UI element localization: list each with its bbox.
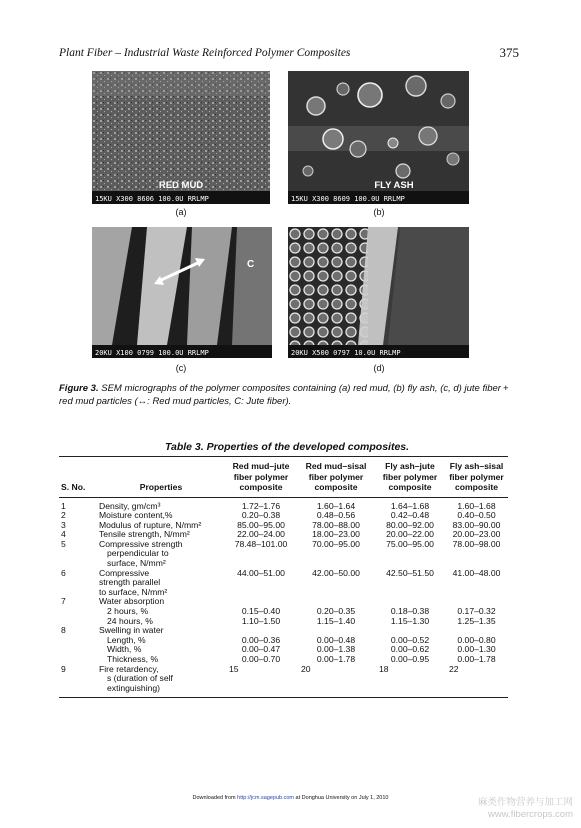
cell-value: 0.42–0.48 bbox=[390, 510, 430, 521]
cell-value: 80.00–92.00 bbox=[386, 519, 434, 530]
cell-value: 41.00–48.00 bbox=[452, 567, 501, 578]
cell-value: 70.00–95.00 bbox=[312, 538, 360, 549]
figure-label: Figure 3. bbox=[59, 383, 99, 394]
cell-property: extinguishing) bbox=[107, 682, 161, 693]
cell-property: perpendicular to bbox=[107, 548, 169, 559]
properties-table bbox=[59, 456, 508, 698]
cell-value: 1.60–1.68 bbox=[457, 500, 496, 511]
running-header bbox=[59, 47, 519, 63]
cell-property: s (duration of self bbox=[107, 673, 173, 684]
cell-value bbox=[445, 588, 508, 598]
col-header-sno: S. No. bbox=[61, 482, 86, 492]
cell-value: 18 bbox=[379, 663, 389, 674]
cell-sno: 2 bbox=[61, 510, 66, 521]
micrograph-info-a: 15KU X300 8606 100.0U RRLMP bbox=[95, 195, 209, 203]
cell-sno bbox=[59, 674, 97, 684]
micrograph-label-a: RED MUD bbox=[158, 180, 204, 191]
cell-value bbox=[297, 674, 375, 684]
cell-value: 20.00–23.00 bbox=[452, 529, 501, 540]
subfigure-label-c: (c) bbox=[175, 363, 187, 373]
cell-property: Water absorption bbox=[99, 596, 165, 607]
col-header-redmud-sisal: Red mud–sisal fiber polymer composite bbox=[305, 461, 367, 492]
sem-micrograph-c bbox=[92, 227, 272, 358]
cell-sno: 7 bbox=[61, 596, 66, 607]
figure-caption bbox=[59, 382, 515, 408]
cell-property: surface, N/mm² bbox=[107, 558, 166, 569]
cell-property: Compressive strength bbox=[99, 538, 183, 549]
cell-property: Density, gm/cm³ bbox=[99, 500, 161, 511]
cell-value: 18.00–23.00 bbox=[312, 529, 360, 540]
cell-value: 0.15–0.40 bbox=[241, 606, 281, 617]
cell-value: 0.00–1.38 bbox=[316, 644, 356, 655]
cell-value bbox=[225, 588, 297, 598]
cell-sno: 1 bbox=[61, 500, 66, 511]
cell-value bbox=[375, 549, 445, 559]
cell-value bbox=[445, 684, 508, 698]
cell-value bbox=[297, 578, 375, 588]
cell-value bbox=[445, 674, 508, 684]
cell-property: Fire retardency, bbox=[99, 663, 159, 674]
cell-value: 0.20–0.35 bbox=[316, 606, 356, 617]
figure-caption-text: SEM micrographs of the polymer composites containing (a) red mud, (b) fly ash, (c, d) jute fiber + red mud particles (↔: Red mud particles, C: Jute fiber). bbox=[59, 383, 511, 407]
cell-value bbox=[297, 684, 375, 698]
cell-sno: 5 bbox=[61, 538, 66, 549]
cell-property: 2 hours, % bbox=[107, 606, 149, 617]
cell-value bbox=[375, 578, 445, 588]
subfigure-label-a: (a) bbox=[175, 207, 187, 217]
cell-sno bbox=[59, 636, 97, 646]
cell-value bbox=[225, 684, 297, 698]
cell-value: 0.17–0.32 bbox=[457, 606, 496, 617]
cell-value: 1.72–1.76 bbox=[241, 500, 281, 511]
micrograph-info-c: 20KU X100 0799 100.0U RRLMP bbox=[95, 349, 209, 357]
cell-value: 0.48–0.56 bbox=[316, 510, 356, 521]
micrograph-info-b: 15KU X300 8609 100.0U RRLMP bbox=[291, 195, 405, 203]
cell-value: 1.15–1.40 bbox=[316, 615, 356, 626]
cell-sno bbox=[59, 578, 97, 588]
cell-value: 1.64–1.68 bbox=[390, 500, 430, 511]
micrograph-info-d: 20KU X500 0797 10.0U RRLMP bbox=[291, 349, 401, 357]
micrograph-label-c: C bbox=[247, 259, 255, 270]
col-header-properties: Properties bbox=[139, 482, 183, 492]
sem-micrograph-a bbox=[92, 71, 270, 204]
cell-value: 0.00–0.80 bbox=[457, 634, 496, 645]
cell-sno: 3 bbox=[61, 519, 66, 530]
subfigure-label-b: (b) bbox=[373, 207, 385, 217]
sem-micrograph-b bbox=[288, 71, 469, 204]
cell-property: strength parallel bbox=[99, 577, 161, 588]
cell-value bbox=[445, 578, 508, 588]
watermark bbox=[478, 797, 573, 821]
page-number: 375 bbox=[499, 45, 519, 60]
cell-value bbox=[375, 674, 445, 684]
sem-micrograph-d bbox=[288, 227, 469, 358]
cell-value bbox=[445, 549, 508, 559]
table-row bbox=[59, 684, 508, 698]
cell-sno: 9 bbox=[61, 663, 66, 674]
cell-value: 1.10–1.50 bbox=[241, 615, 281, 626]
cell-value: 0.40–0.50 bbox=[457, 510, 496, 521]
cell-value: 0.00–1.78 bbox=[316, 654, 356, 664]
cell-value: 0.00–0.62 bbox=[390, 644, 430, 655]
cell-value: 0.00–0.52 bbox=[390, 634, 430, 645]
cell-value: 1.60–1.64 bbox=[316, 500, 356, 511]
cell-value: 0.00–1.30 bbox=[457, 644, 496, 655]
cell-sno bbox=[59, 645, 97, 655]
col-header-flyash-jute: Fly ash–jute fiber polymer composite bbox=[382, 461, 438, 492]
cell-value: 1.25–1.35 bbox=[457, 615, 496, 626]
cell-property: Swelling in water bbox=[99, 625, 164, 636]
cell-value bbox=[297, 588, 375, 598]
cell-property: Tensile strength, N/mm² bbox=[99, 529, 190, 540]
watermark-line2: www.fibercrops.com bbox=[488, 809, 573, 820]
cell-value: 22 bbox=[449, 663, 459, 674]
cell-value: 75.00–95.00 bbox=[386, 538, 434, 549]
cell-value bbox=[225, 674, 297, 684]
cell-property: 24 hours, % bbox=[107, 615, 153, 626]
table-row bbox=[59, 497, 508, 511]
cell-value: 20 bbox=[301, 663, 311, 674]
cell-value: 1.15–1.30 bbox=[390, 615, 430, 626]
subfigure-label-d: (d) bbox=[373, 363, 385, 373]
cell-value: 0.00–0.48 bbox=[316, 634, 356, 645]
cell-value: 15 bbox=[229, 663, 239, 674]
table-title: Table 3. Properties of the developed composites. bbox=[164, 441, 410, 453]
cell-value: 0.00–1.78 bbox=[457, 654, 496, 664]
cell-property: Moisture content,% bbox=[99, 510, 173, 521]
cell-property: Modulus of rupture, N/mm² bbox=[99, 519, 202, 530]
micrograph-label-b: FLY ASH bbox=[374, 180, 414, 191]
table-header-row bbox=[59, 457, 508, 498]
cell-sno bbox=[59, 549, 97, 559]
running-title: Plant Fiber – Industrial Waste Reinforced Polymer Composites bbox=[59, 47, 351, 59]
cell-value: 22.00–24.00 bbox=[237, 529, 285, 540]
footer-pre: Downloaded from bbox=[192, 795, 238, 801]
cell-value: 44.00–51.00 bbox=[237, 567, 285, 578]
footer-post: at Donghua University on July 1, 2010 bbox=[294, 795, 389, 801]
watermark-line1: 麻类作物营养与加工网 bbox=[477, 797, 573, 808]
cell-value: 78.00–88.00 bbox=[312, 519, 360, 530]
cell-sno bbox=[59, 684, 97, 698]
cell-value: 0.00–0.70 bbox=[241, 654, 281, 664]
col-header-redmud-jute: Red mud–jute fiber polymer composite bbox=[232, 461, 290, 492]
cell-value bbox=[375, 588, 445, 598]
cell-value: 42.00–50.00 bbox=[312, 567, 360, 578]
cell-value bbox=[225, 578, 297, 588]
cell-property: Length, % bbox=[107, 634, 146, 645]
footer-link[interactable]: http://jcm.sagepub.com bbox=[237, 795, 295, 801]
cell-value: 85.00–95.00 bbox=[237, 519, 285, 530]
cell-value: 0.00–0.36 bbox=[241, 634, 281, 645]
table-body bbox=[59, 497, 508, 698]
cell-sno: 6 bbox=[61, 567, 66, 578]
cell-value: 20.00–22.00 bbox=[386, 529, 434, 540]
cell-property: Compressive bbox=[99, 567, 150, 578]
cell-value: 0.18–0.38 bbox=[390, 606, 430, 617]
cell-property: to surface, N/mm² bbox=[99, 586, 168, 597]
cell-sno: 8 bbox=[61, 625, 66, 636]
cell-property: Width, % bbox=[107, 644, 142, 655]
cell-value: 78.00–98.00 bbox=[452, 538, 501, 549]
cell-sno: 4 bbox=[61, 529, 66, 540]
col-header-flyash-sisal: Fly ash–sisal fiber polymer composite bbox=[449, 461, 504, 492]
cell-value: 0.00–0.47 bbox=[241, 644, 281, 655]
cell-value: 0.00–0.95 bbox=[390, 654, 430, 664]
cell-sno bbox=[59, 607, 97, 617]
cell-value bbox=[225, 549, 297, 559]
cell-value: 42.50–51.50 bbox=[386, 567, 434, 578]
cell-property: Thickness, % bbox=[107, 654, 159, 664]
cell-value bbox=[297, 549, 375, 559]
cell-value: 78.48–101.00 bbox=[234, 538, 288, 549]
cell-value: 83.00–90.00 bbox=[452, 519, 501, 530]
cell-value: 0.20–0.38 bbox=[241, 510, 281, 521]
cell-value bbox=[375, 684, 445, 698]
